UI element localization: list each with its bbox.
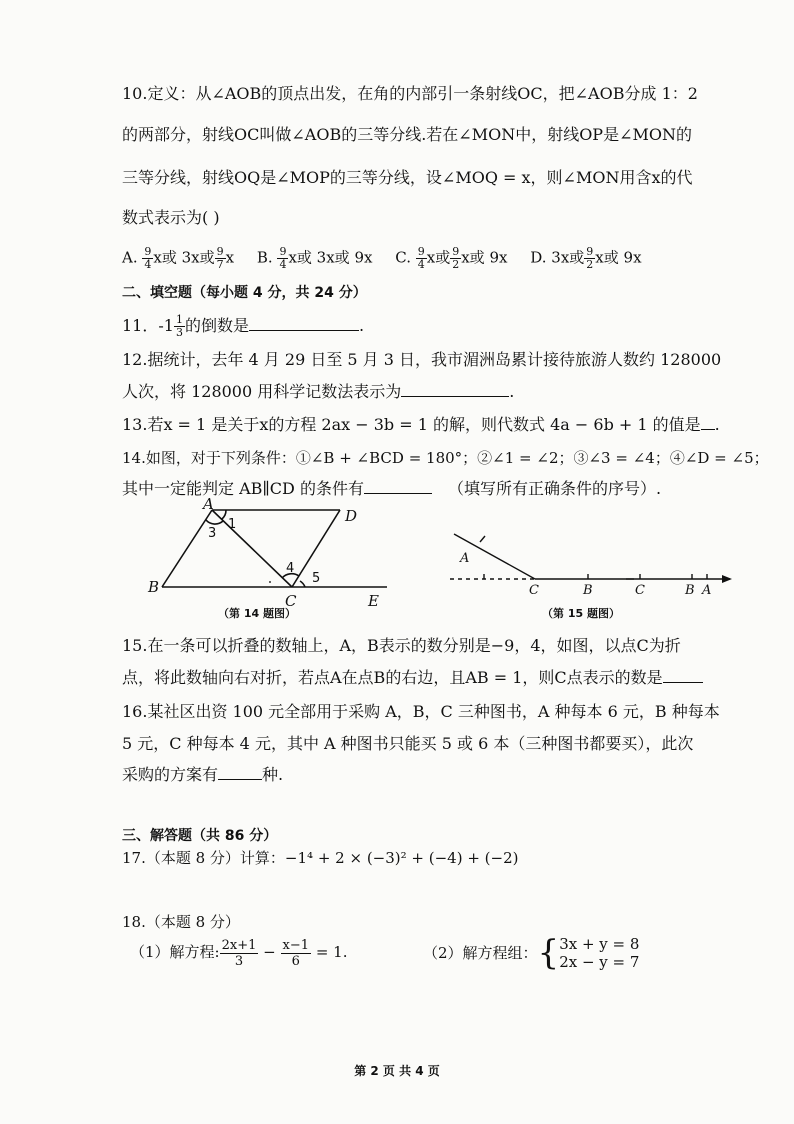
frac-2x1-3 xyxy=(220,938,259,969)
frac-den: 4 xyxy=(279,258,287,271)
q14-line1: 14.如图，对于下列条件：①∠B + ∠BCD = 180°；②∠1 = ∠2；③∠3 = ∠4；④∠D = ∠5； xyxy=(122,449,769,467)
label-d: D xyxy=(345,507,358,525)
q18-p1-eq: = 1. xyxy=(315,943,348,961)
label-4: 4 xyxy=(286,561,295,576)
frac-x1-6 xyxy=(281,938,312,969)
page-footer: 第 2 页 共 4 页 xyxy=(354,1064,440,1078)
q10-option-b xyxy=(257,246,373,271)
frac-9-7 xyxy=(215,246,226,271)
frac-num: 9 xyxy=(417,245,425,258)
frac-den: 3 xyxy=(234,953,244,969)
frac-num: 9 xyxy=(144,245,152,258)
q13 xyxy=(122,415,720,435)
frac-num: 9 xyxy=(452,245,460,258)
q10-line2: 的两部分，射线OC叫做∠AOB的三等分线.若在∠MON中，射线OP是∠MON的 xyxy=(122,125,692,144)
q16-line3 xyxy=(122,765,283,785)
q11-end: . xyxy=(358,316,365,335)
label-c: C xyxy=(529,583,539,598)
frac-num: 9 xyxy=(279,245,287,258)
q10-option-d xyxy=(530,246,641,271)
label-1: 1 xyxy=(228,517,237,532)
label-b2: B xyxy=(685,583,695,598)
angle-arc-1 xyxy=(222,510,226,519)
angle-arc-3 xyxy=(206,520,223,524)
q18-p2-label: （2）解方程组： xyxy=(423,944,538,962)
arrow-head-icon xyxy=(722,575,732,583)
q18-title: 18.（本题 8 分） xyxy=(122,913,240,931)
option-c-text: x或 9x xyxy=(461,248,508,267)
q11-text: 的倒数是 xyxy=(184,316,249,335)
option-a-tail: x xyxy=(225,248,235,267)
q16-tail: 种. xyxy=(262,765,284,784)
q16-line1: 16.某社区出资 100 元全部用于采购 A，B，C 三种图书，A 种每本 6 元，B 种每本 xyxy=(122,702,720,721)
answer-blank[interactable] xyxy=(218,765,262,780)
label-a2: A xyxy=(702,583,712,598)
option-c-mid: x或 xyxy=(426,248,451,267)
label-b: B xyxy=(148,578,160,596)
frac-den: 6 xyxy=(291,953,300,969)
answer-blank[interactable] xyxy=(701,415,715,430)
frac-den: 7 xyxy=(216,258,224,271)
q15-text: 点，将此数轴向右对折，若点A在点B的右边，且AB = 1，则C点表示的数是 xyxy=(122,668,663,687)
segment-ab xyxy=(162,510,212,587)
frac-9-4 xyxy=(142,246,153,271)
brace-icon: { xyxy=(537,933,560,973)
frac-num: 2x+1 xyxy=(221,937,257,953)
q12-line2 xyxy=(122,382,514,402)
frac-den: 2 xyxy=(586,258,594,271)
q12-end: . xyxy=(509,382,515,401)
q10-option-a xyxy=(122,246,234,271)
figure-15-caption: （第 15 题图） xyxy=(542,607,620,620)
answer-blank[interactable] xyxy=(401,382,509,397)
label-5: 5 xyxy=(312,571,321,586)
option-a-label: A. xyxy=(122,248,138,267)
q10-options xyxy=(122,246,660,271)
frac-num: 1 xyxy=(175,313,183,326)
figure-14 xyxy=(140,496,410,611)
section-3-title: 三、解答题（共 86 分） xyxy=(122,828,278,844)
q10-line1: 10.定义：从∠AOB的顶点出发，在角的内部引一条射线OC，把∠AOB分成 1：2 xyxy=(122,84,698,103)
q17: 17.（本题 8 分）计算：−1⁴ + 2 × (−3)² + (−4) + (−2) xyxy=(122,849,519,867)
dot-mark xyxy=(269,581,271,583)
option-a-text: x或 3x或 xyxy=(153,248,215,267)
frac-num: 9 xyxy=(216,245,224,258)
figure-14-caption: （第 14 题图） xyxy=(218,607,296,620)
frac-den: 4 xyxy=(417,258,425,271)
section-2-title: 二、填空题（每小题 4 分，共 24 分） xyxy=(122,285,367,301)
frac-9-4 xyxy=(277,246,288,271)
q16-text: 采购的方案有 xyxy=(122,765,219,784)
frac-den: 2 xyxy=(452,258,460,271)
q16-line2: 5 元，C 种每本 4 元，其中 A 种图书只能买 5 或 6 本（三种图书都要买），此次 xyxy=(122,734,694,753)
q10-line3: 三等分线，射线OQ是∠MOP的三等分线，设∠MOQ = x，则∠MON用含x的代 xyxy=(122,168,693,187)
minus-sign: − xyxy=(263,943,276,961)
q18-part1 xyxy=(130,935,347,969)
answer-blank[interactable] xyxy=(249,316,359,331)
q13-end: . xyxy=(714,415,720,434)
frac-den: 4 xyxy=(144,258,152,271)
answer-blank[interactable] xyxy=(663,668,703,683)
frac-9-4 xyxy=(416,246,427,271)
q13-text: 13.若x = 1 是关于x的方程 2ax − 3b = 1 的解，则代数式 4a − 6b + 1 的值是 xyxy=(122,415,701,434)
frac-num: 9 xyxy=(586,245,594,258)
equation-system xyxy=(559,935,639,971)
answer-blank[interactable] xyxy=(364,479,432,494)
q10-option-c xyxy=(395,246,507,271)
option-d-text: x或 9x xyxy=(595,248,642,267)
q12-text: 人次，将 128000 用科学记数法表示为 xyxy=(122,382,402,401)
label-e: E xyxy=(368,592,379,610)
label-a: A xyxy=(203,496,214,513)
q15-line1: 15.在一条可以折叠的数轴上，A，B表示的数分别是−9，4，如图，以点C为折 xyxy=(122,636,681,655)
label-b: B xyxy=(583,583,593,598)
segment-ac xyxy=(212,510,295,587)
option-c-label: C. xyxy=(395,248,411,267)
label-3: 3 xyxy=(208,526,217,541)
q14-tail: （填写所有正确条件的序号）. xyxy=(447,479,662,498)
q10-line4: 数式表示为( ) xyxy=(122,208,220,227)
equation-2: 2x − y = 7 xyxy=(559,953,640,971)
label-c2: C xyxy=(635,583,645,598)
q18-part2 xyxy=(423,932,639,973)
angle-arc-5 xyxy=(300,581,305,587)
q12-line1: 12.据统计，去年 4 月 29 日至 5 月 3 日，我市湄洲岛累计接待旅游人数约 128000 xyxy=(122,350,722,369)
equation-1: 3x + y = 8 xyxy=(559,935,640,953)
frac-9-2 xyxy=(450,246,461,271)
tick-a xyxy=(480,536,485,542)
label-a: A xyxy=(460,551,470,566)
q18-p1-label: （1）解方程: xyxy=(130,943,220,961)
q11 xyxy=(122,314,364,339)
q15-line2 xyxy=(122,668,703,688)
option-b-text: x或 3x或 9x xyxy=(288,248,373,267)
label-c: C xyxy=(285,592,297,610)
q11-prefix: 11．-1 xyxy=(122,316,174,335)
q14-text: 其中一定能判定 AB∥CD 的条件有 xyxy=(122,479,364,498)
option-b-label: B. xyxy=(256,248,273,267)
frac-den: 3 xyxy=(175,326,183,339)
frac-num: x−1 xyxy=(282,937,310,953)
frac-9-2 xyxy=(584,246,595,271)
option-d-lead: 3x或 xyxy=(551,248,585,267)
option-d-label: D. xyxy=(530,248,547,267)
figure-15 xyxy=(440,520,740,605)
frac-1-3 xyxy=(174,314,185,339)
